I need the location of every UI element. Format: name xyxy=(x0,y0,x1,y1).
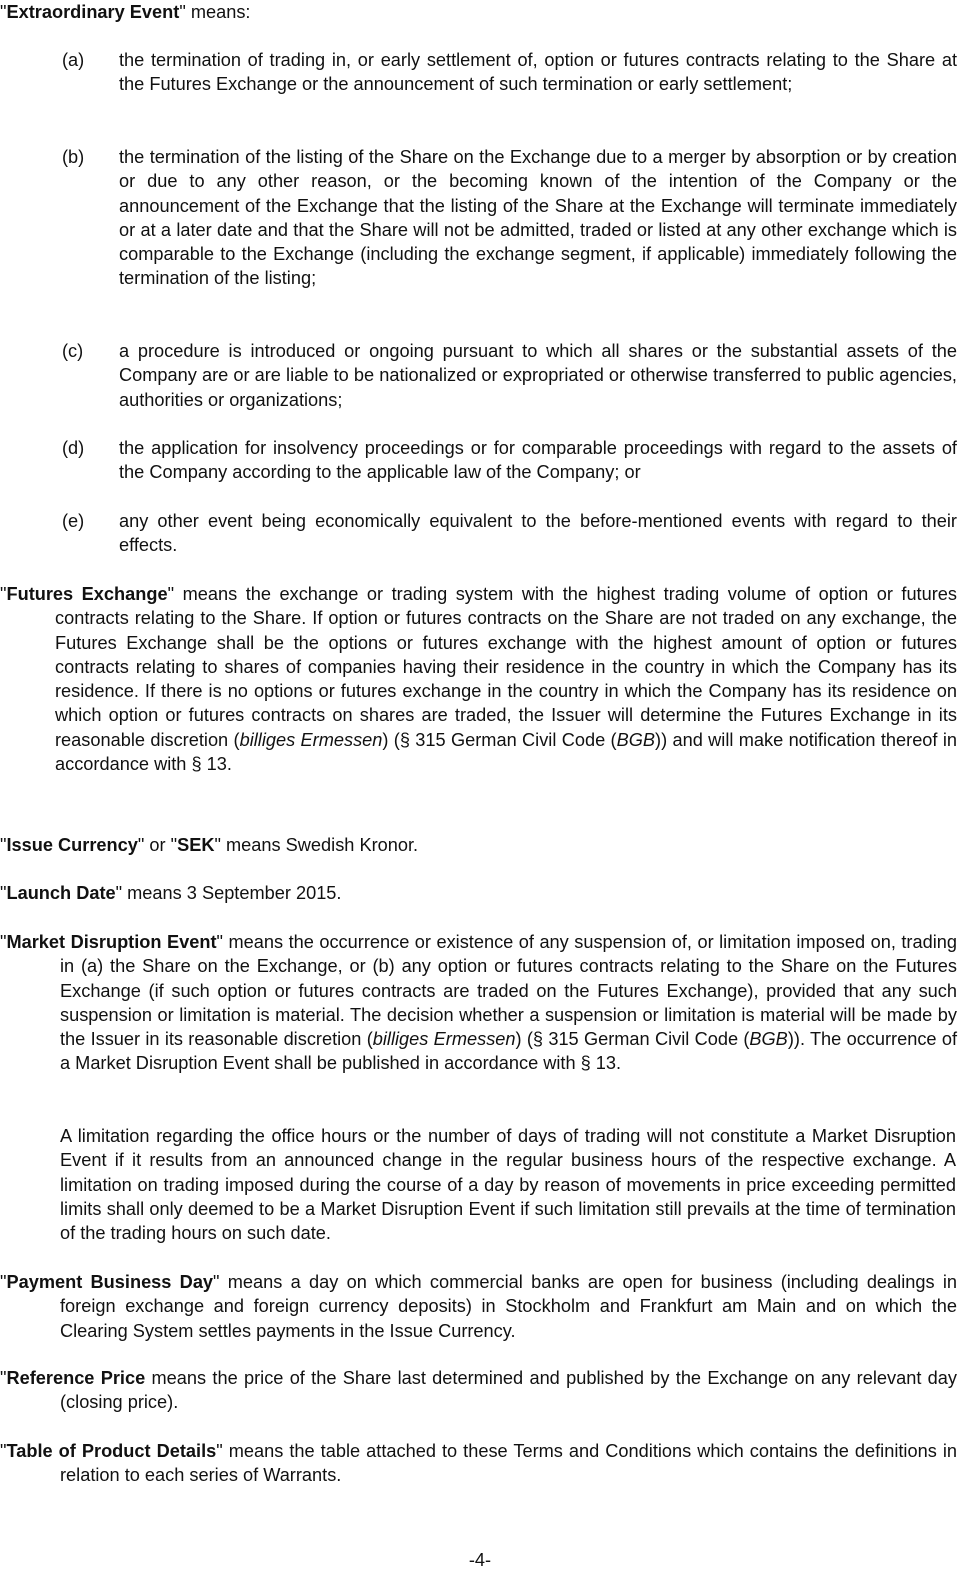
definition-text: means the price of the Share last determined and published by the Exchange on any relevant day (closing price). xyxy=(60,1368,958,1413)
definition-text: " means Swedish Kronor. xyxy=(214,835,419,855)
item-label: (b) xyxy=(62,147,85,167)
term-table-of-product-details: Table of Product Details xyxy=(6,1441,217,1461)
item-label: (a) xyxy=(62,50,85,70)
definition-text: " means a day on which commercial banks are open for business (including dealings in foreign exchange and foreign currency deposits) in Stockholm and Frankfurt am Main and on which the Clearing System settles payments in the Issue Currency. xyxy=(60,1272,957,1341)
item-text: any other event being economically equivalent to the before-mentioned events with regard to their effects. xyxy=(119,511,957,556)
item-text: the termination of trading in, or early settlement of, option or futures contracts relating to the Share at the Futures Exchange or the announcement of such termination or early settlement; xyxy=(119,50,957,95)
italic-text: BGB xyxy=(749,1029,788,1050)
term-market-disruption-event: Market Disruption Event xyxy=(6,932,217,952)
definition-text: " means the table attached to these Terms and Conditions which contains the definitions in relation to each series of Warrants. xyxy=(60,1441,957,1486)
definition-text: " or " xyxy=(137,835,178,855)
italic-text: BGB xyxy=(616,729,656,750)
definition-payment-business-day: "Payment Business Day" means a day on which commercial banks are open for business (including dealings in foreign exchange and foreign currency deposits) in Stockholm and Frankfurt am Main and on which the Clearing System settles payments in the Issue Currency. xyxy=(0,1272,957,1341)
item-text: the termination of the listing of the Share on the Exchange due to a merger by absorption or by creation or due to any other reason, or the becoming known of the intention of the Company or the announcement of the Exchange that the listing of the Share at the Exchange will terminate immediately or at a later date and that the Share will not be admitted, traded or listed at any other exchange which is comparable to the Exchange (including the exchange segment, if applicable) immediately following the termination of the listing; xyxy=(119,147,957,289)
term-payment-business-day: Payment Business Day xyxy=(6,1272,214,1292)
term-extraordinary-event: Extraordinary Event xyxy=(6,2,180,22)
definition-issue-currency: "Issue Currency" or "SEK" means Swedish Kronor. xyxy=(0,835,419,855)
item-label: (e) xyxy=(62,511,85,531)
term-launch-date: Launch Date xyxy=(6,883,116,903)
definition-text: " means the exchange or trading system with the highest trading volume of option or futures contracts relating to the Share. If option or futures contracts on the Share are not traded on any exchange, the Futures Exchange shall be the options or futures exchange with the highest amount of option or futures contracts relating to shares of companies having their residence in the country in which the Company has its residence. If there is no options or futures exchange in the country in which the Company has its residence on which option or futures contracts on shares are traded, the Issuer will determine the Futures Exchange in its reasonable discretion ( xyxy=(55,584,957,750)
item-label: (c) xyxy=(62,341,84,361)
italic-text: billiges Ermessen xyxy=(239,729,383,750)
item-text: a procedure is introduced or ongoing pursuant to which all shares or the substantial assets of the Company are or are liable to be nationalized or expropriated or otherwise transferred to public agencies, authorities or organizations; xyxy=(119,341,957,410)
definition-text: )). The occurrence of a Market Disruption Event shall be published in accordance with § 13. xyxy=(60,1029,957,1074)
page-number: -4- xyxy=(468,1550,492,1570)
definition-text: ) (§ 315 German Civil Code ( xyxy=(382,729,617,750)
term-sek: SEK xyxy=(177,835,215,855)
italic-text: billiges Ermessen xyxy=(372,1029,516,1050)
definition-extraordinary-event: "Extraordinary Event" means: xyxy=(0,2,251,22)
term-reference-price: Reference Price xyxy=(6,1368,146,1388)
definition-text: )) and will make notification thereof in accordance with § 13. xyxy=(55,729,957,775)
definition-futures-exchange: "Futures Exchange" means the exchange or trading system with the highest trading volume of option or futures contracts relating to the Share. If option or futures contracts on the Share are not traded on any exchange, the Futures Exchange shall be the options or futures exchange with the highest amount of option or futures contracts relating to shares of companies having their residence in the country in which the Company has its residence. If there is no options or futures exchange in the country in which the Company has its residence on which option or futures contracts on shares are traded, the Issuer will determine the Futures Exchange in its reasonable discretion (billiges Ermessen) (§ 315 German Civil Code (BGB)) and will make notification thereof in accordance with § 13. xyxy=(0,584,957,775)
definition-launch-date: "Launch Date" means 3 September 2015. xyxy=(0,883,342,903)
definition-text: ) (§ 315 German Civil Code ( xyxy=(515,1029,750,1050)
term-futures-exchange: Futures Exchange xyxy=(6,584,168,604)
item-label: (d) xyxy=(62,438,85,458)
definition-text: " means: xyxy=(179,2,251,22)
definition-text: " means 3 September 2015. xyxy=(115,883,342,903)
definition-table-of-product-details: "Table of Product Details" means the table attached to these Terms and Conditions which contains the definitions in relation to each series of Warrants. xyxy=(0,1441,957,1486)
definition-reference-price: "Reference Price means the price of the Share last determined and published by the Exchange on any relevant day (closing price). xyxy=(0,1368,958,1413)
term-issue-currency: Issue Currency xyxy=(6,835,138,855)
definition-text: " means the occurrence or existence of any suspension of, or limitation imposed on, trading in (a) the Share on the Exchange, or (b) any option or futures contracts relating to the Share on the Futures Exchange (if such option or futures contracts are traded on the Futures Exchange), provided that any such suspension or limitation is material. The decision whether a suspension or limitation is material will be made by the Issuer in its reasonable discretion ( xyxy=(60,932,957,1050)
definition-market-disruption-event: "Market Disruption Event" means the occurrence or existence of any suspension of, or limitation imposed on, trading in (a) the Share on the Exchange, or (b) any option or futures contracts relating to the Share on the Futures Exchange (if such option or futures contracts are traded on the Futures Exchange), provided that any such suspension or limitation is material. The decision whether a suspension or limitation is material will be made by the Issuer in its reasonable discretion (billiges Ermessen) (§ 315 German Civil Code (BGB)). The occurrence of a Market Disruption Event shall be published in accordance with § 13. xyxy=(0,932,957,1074)
market-disruption-paragraph-2: A limitation regarding the office hours or the number of days of trading will not constitute a Market Disruption Event if it results from an announced change in the regular business hours of the respective exchange. A limitation on trading imposed during the course of a day by reason of movements in price exceeding permitted limits shall only deemed to be a Market Disruption Event if such limitation still prevails at the time of termination of the trading hours on such date. xyxy=(60,1126,956,1244)
item-text: the application for insolvency proceedings or for comparable proceedings with regard to the assets of the Company according to the applicable law of the Company; or xyxy=(119,438,957,483)
